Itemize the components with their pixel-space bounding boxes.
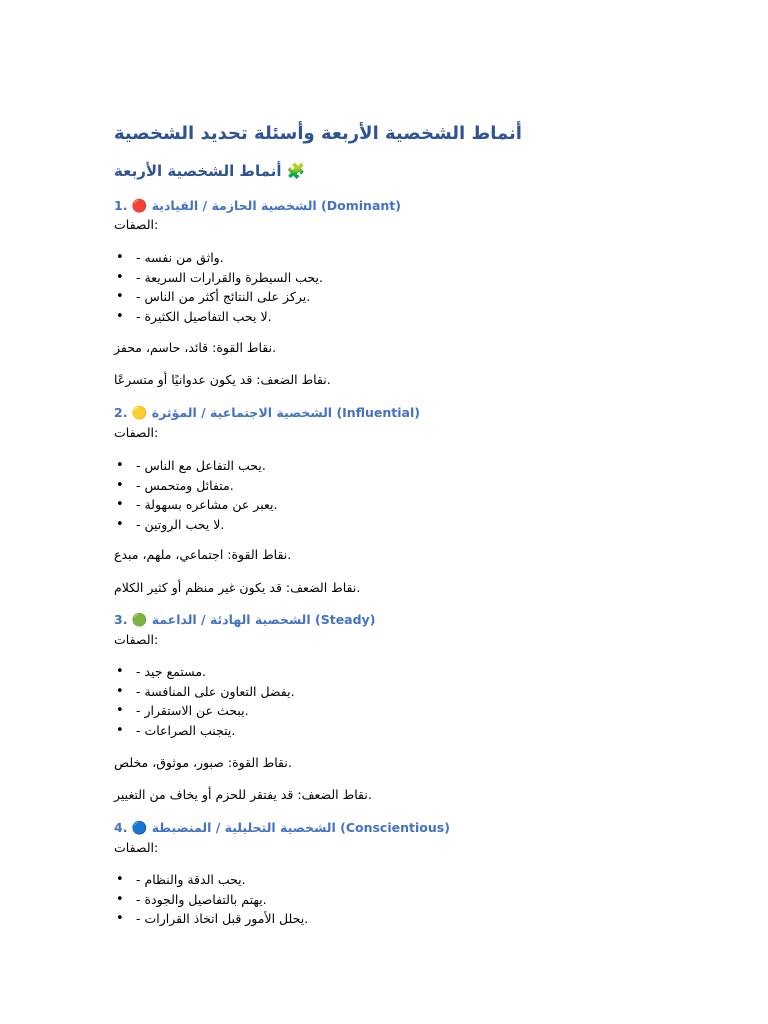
bullet-icon: • — [116, 516, 124, 532]
list-item — [114, 701, 295, 721]
list-item — [114, 248, 323, 268]
trait-text: - يبحث عن الاستقرار. — [136, 703, 249, 718]
bullet-icon: • — [116, 269, 124, 285]
traits-list — [114, 248, 323, 326]
trait-text: - مستمع جيد. — [136, 664, 207, 679]
list-item — [114, 287, 323, 307]
list-item — [114, 909, 308, 929]
bullet-icon: • — [116, 703, 124, 718]
trait-text: - لا يحب الروتين. — [136, 516, 225, 532]
bullet-icon: • — [116, 497, 124, 512]
trait-text: - متفائل ومتحمس. — [136, 477, 234, 493]
trait-text: - يعبر عن مشاعره بسهولة. — [136, 497, 278, 512]
trait-text: - يحلل الأمور قبل اتخاذ القرارات. — [136, 911, 309, 926]
strengths-text: نقاط القوة: قائد، حاسم، محفز. — [114, 340, 277, 355]
list-item — [114, 268, 323, 288]
traits-list — [114, 662, 295, 740]
trait-text: - يحب السيطرة والقرارات السريعة. — [136, 269, 323, 285]
list-item — [114, 682, 295, 702]
traits-label: الصفات: — [114, 217, 159, 232]
list-item — [114, 515, 277, 535]
trait-text: - يهتم بالتفاصيل والجودة. — [136, 891, 267, 907]
bullet-icon: • — [116, 250, 124, 265]
strengths-text: نقاط القوة: صبور، موثوق، مخلص. — [114, 755, 292, 770]
trait-text: - واثق من نفسه. — [136, 250, 224, 265]
bullet-icon: • — [116, 458, 124, 473]
traits-label: الصفات: — [114, 632, 159, 647]
trait-text: - يحب الدقة والنظام. — [136, 872, 246, 887]
weaknesses-text: نقاط الضعف: قد يكون غير منظم أو كثير الكلام. — [114, 580, 361, 595]
section-heading-steady: 3. 🟢 الشخصية الهادئة / الداعمة (Steady) — [114, 612, 376, 627]
list-item — [114, 662, 295, 682]
weaknesses-text: نقاط الضعف: قد يكون عدوانيًا أو متسرعًا. — [114, 372, 331, 387]
list-item — [114, 456, 277, 476]
list-item — [114, 476, 277, 496]
document-title: أنماط الشخصية الأربعة وأسئلة تحديد الشخصية — [114, 123, 522, 144]
list-item — [114, 721, 295, 741]
bullet-icon: • — [116, 664, 124, 679]
bullet-icon: • — [116, 683, 124, 699]
bullet-icon: • — [116, 308, 124, 324]
document-subtitle: أنماط الشخصية الأربعة 🧩 — [114, 162, 306, 180]
list-item — [114, 870, 308, 890]
bullet-icon: • — [116, 911, 124, 926]
list-item — [114, 495, 277, 515]
traits-list — [114, 456, 277, 534]
bullet-icon: • — [116, 722, 124, 738]
trait-text: - لا يحب التفاصيل الكثيرة. — [136, 308, 272, 324]
bullet-icon: • — [116, 289, 124, 304]
bullet-icon: • — [116, 872, 124, 887]
trait-text: - يركز على النتائج أكثر من الناس. — [136, 289, 311, 304]
traits-label: الصفات: — [114, 425, 159, 440]
list-item — [114, 307, 323, 327]
section-heading-dominant: 1. 🔴 الشخصية الحازمة / القيادية (Dominant) — [114, 198, 401, 213]
list-item — [114, 890, 308, 910]
bullet-icon: • — [116, 891, 124, 907]
section-heading-conscientious: 4. 🔵 الشخصية التحليلية / المنضبطة (Conscientious) — [114, 820, 450, 835]
trait-text: - يفضل التعاون على المنافسة. — [136, 683, 295, 699]
traits-list — [114, 870, 308, 929]
bullet-icon: • — [116, 477, 124, 493]
weaknesses-text: نقاط الضعف: قد يفتقر للحزم أو يخاف من التغيير. — [114, 787, 372, 802]
trait-text: - يحب التفاعل مع الناس. — [136, 458, 266, 473]
strengths-text: نقاط القوة: اجتماعي، ملهم، مبدع. — [114, 547, 292, 562]
section-heading-influential: 2. 🟡 الشخصية الاجتماعية / المؤثرة (Influential) — [114, 405, 420, 420]
traits-label: الصفات: — [114, 840, 159, 855]
trait-text: - يتجنب الصراعات. — [136, 722, 236, 738]
